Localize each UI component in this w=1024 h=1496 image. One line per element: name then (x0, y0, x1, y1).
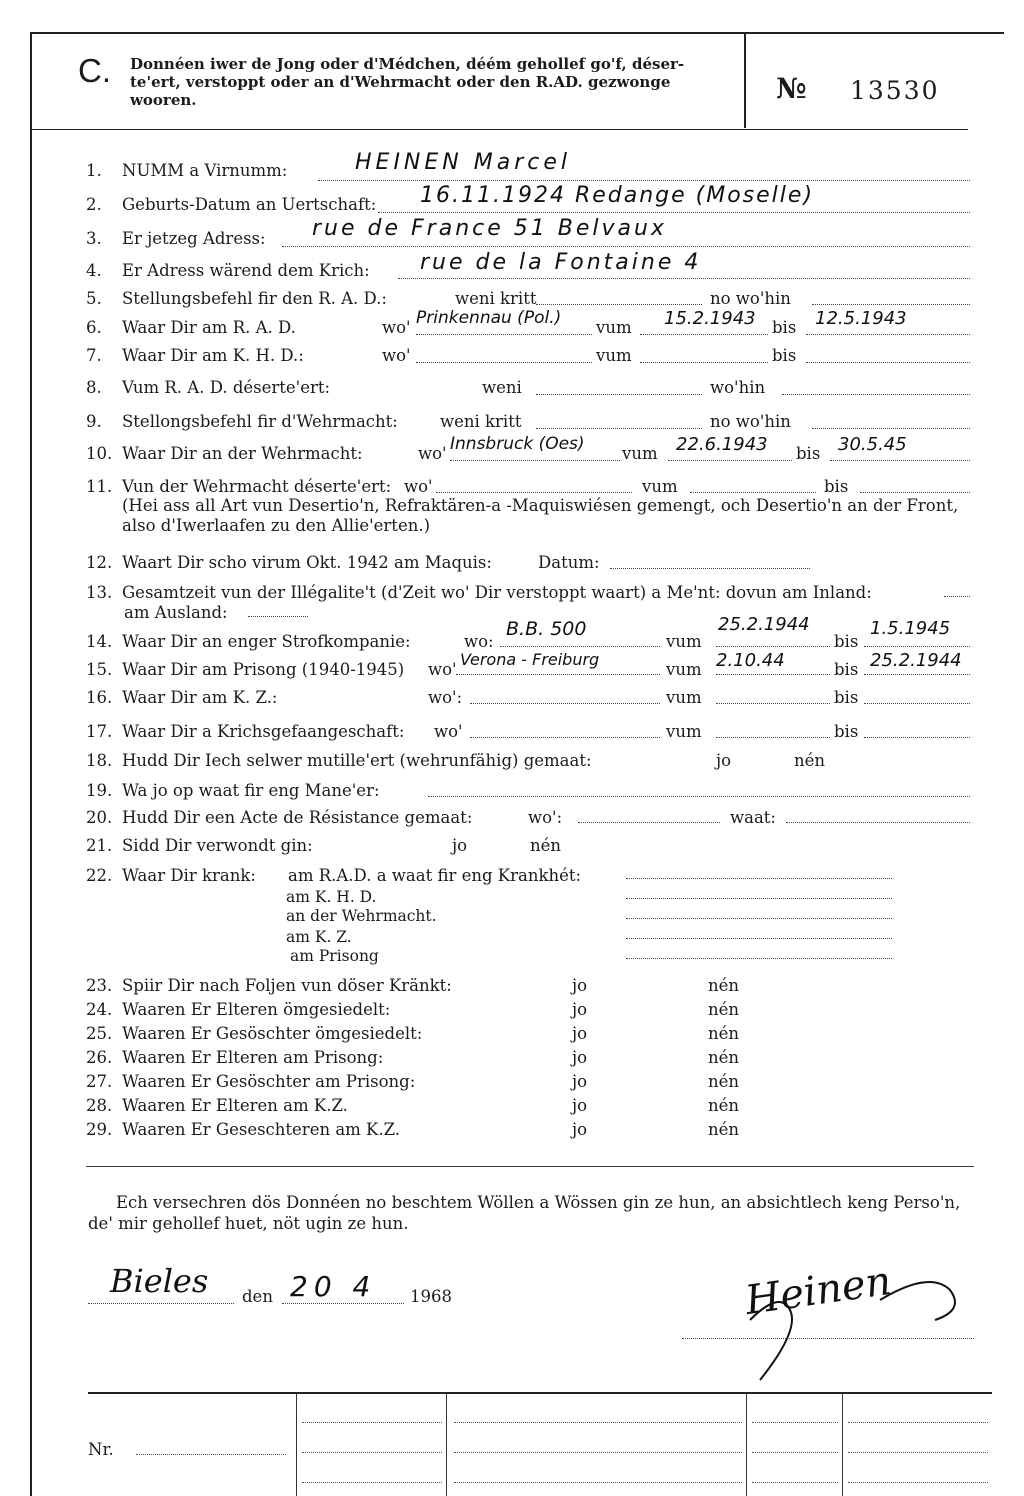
dotted-line (640, 334, 768, 335)
vum-label: vum (666, 632, 702, 651)
field-label: Er jetzeg Adress: (122, 229, 266, 248)
place-value[interactable]: Bieles (110, 1262, 209, 1300)
dotted-line (282, 246, 970, 247)
vum-label: vum (596, 346, 632, 365)
dotted-line (456, 674, 660, 675)
rad-to-value[interactable]: 12.5.1943 (815, 308, 907, 329)
jo-option[interactable]: jo (572, 1096, 588, 1115)
dotted-line (860, 492, 970, 493)
cell-dotted-line (848, 1482, 988, 1483)
wo-label: wo': (428, 688, 463, 707)
desertion-note: (Hei ass all Art vun Desertio'n, Refraktären-a -Maquiswiésen gemengt, och Desertio'n an der Front, also d'Iwerlaafen zu den Allie'erten.) (122, 496, 959, 535)
bis-label: bis (834, 632, 859, 651)
dotted-line (536, 304, 702, 305)
cell-dotted-line (752, 1422, 838, 1423)
year-label: 1968 (410, 1287, 452, 1306)
krank-prisong-label: am Prisong (290, 947, 379, 965)
field-label: Waar Dir an enger Strofkompanie: (122, 632, 411, 651)
nen-option[interactable]: nén (708, 976, 740, 995)
field-label: Geburts-Datum an Uertschaft: (122, 195, 377, 214)
footer-table-top (88, 1392, 992, 1394)
field-9 (86, 412, 398, 431)
field-3 (86, 229, 266, 248)
cell-dotted-line (302, 1422, 442, 1423)
declaration-text: Ech versechren dös Donnéen no beschtem Wöllen a Wössen gin ze hun, an absichtlech keng Perso'n, de' mir gehollef huet, nöt ugin ze hun. (88, 1193, 961, 1233)
field-number: 3. (86, 229, 102, 248)
bis-label: bis (834, 660, 859, 679)
field-number: 2. (86, 195, 102, 214)
dotted-line (428, 796, 970, 797)
field-24 (86, 1000, 390, 1019)
field-18 (86, 751, 592, 770)
jo-option[interactable]: jo (716, 751, 732, 770)
field-number: 20. (86, 808, 113, 827)
name-value[interactable]: HEINEN Marcel (355, 150, 571, 175)
rad-place-value[interactable]: Prinkennau (Pol.) (416, 308, 562, 328)
field-label: Waar Dir am K. H. D.: (122, 346, 304, 365)
field-label: Waaren Er Geseschteren am K.Z. (122, 1120, 401, 1139)
field-label: Waar Dir am R. A. D. (122, 318, 296, 337)
wo-label: wo: (464, 632, 494, 651)
field-label: Vum R. A. D. déserte'ert: (122, 378, 331, 397)
jo-option[interactable]: jo (572, 1024, 588, 1043)
dotted-line (864, 674, 970, 675)
dotted-line (782, 394, 970, 395)
krank-rad-label: am R.A.D. a waat fir eng Krankhét: (288, 866, 582, 885)
field-number: 15. (86, 660, 113, 679)
field-2 (86, 195, 376, 214)
field-22 (86, 866, 256, 885)
section-letter: C. (78, 52, 111, 89)
bis-label: bis (772, 346, 797, 365)
nen-option[interactable]: nén (794, 751, 826, 770)
dotted-line (282, 1303, 404, 1304)
field-label: Waar Dir a Krichsgefaangeschaft: (122, 722, 405, 741)
dotted-line (416, 362, 592, 363)
field-label: Gesamtzeit vun der Illégalite't (d'Zeit wo' Dir verstoppt waart) a Me'nt: dovun am Inland: (122, 583, 872, 602)
dotted-line (436, 492, 632, 493)
wo-label: wo' (434, 722, 463, 741)
wo-label: wo' (382, 346, 411, 365)
field-number: 4. (86, 261, 102, 280)
field-label: Stellungsbefehl fir den R. A. D.: (122, 289, 387, 308)
field-label: Waaren Er Gesöschter ömgesiedelt: (122, 1024, 423, 1043)
field-10 (86, 444, 363, 463)
dotted-line (812, 428, 970, 429)
field-label: Waar Dir an der Wehrmacht: (122, 444, 363, 463)
jo-option[interactable]: jo (572, 1120, 588, 1139)
dotted-line (864, 646, 970, 647)
cell-dotted-line (454, 1482, 742, 1483)
cell-dotted-line (752, 1482, 838, 1483)
field-8 (86, 378, 330, 397)
dotted-line (812, 304, 970, 305)
separator-line (86, 1166, 974, 1167)
jo-option[interactable]: jo (572, 1072, 588, 1091)
field-number: 24. (86, 1000, 113, 1019)
field-25 (86, 1024, 422, 1043)
field-label: Waart Dir scho virum Okt. 1942 am Maquis: (122, 553, 492, 572)
dotted-line (806, 362, 970, 363)
field-20 (86, 808, 472, 827)
field-number: 25. (86, 1024, 113, 1043)
field-label: Vun der Wehrmacht déserte'ert: (122, 477, 392, 496)
nen-option[interactable]: nén (530, 836, 562, 855)
current-address-value[interactable]: rue de France 51 Belvaux (312, 216, 667, 241)
field-12 (86, 553, 492, 572)
wo-label: wo' (404, 477, 433, 496)
field-label: Sidd Dir verwondt gin: (122, 836, 313, 855)
dotted-line (626, 958, 892, 959)
dotted-line (944, 596, 970, 597)
bis-label: bis (834, 688, 859, 707)
vum-label: vum (666, 688, 702, 707)
dotted-line (640, 362, 768, 363)
nr-label: Nr. (88, 1440, 114, 1459)
field-number: 29. (86, 1120, 113, 1139)
dotted-line (690, 492, 816, 493)
dotted-line (626, 878, 892, 879)
waat-label: waat: (730, 808, 776, 827)
signature-flourish (680, 1260, 980, 1390)
datum-label: Datum: (538, 553, 600, 572)
header-bottom-border (30, 129, 968, 130)
dotted-line (626, 918, 892, 919)
field-label: Stellongsbefehl fir d'Wehrmacht: (122, 412, 398, 431)
vum-label: vum (622, 444, 658, 463)
cell-dotted-line (752, 1452, 838, 1453)
field-number: 27. (86, 1072, 113, 1091)
header-divider (744, 32, 746, 128)
nen-option[interactable]: nén (708, 1024, 740, 1043)
footer-col-divider (446, 1394, 447, 1496)
jo-option[interactable]: jo (572, 976, 588, 995)
wo-label: wo': (528, 808, 563, 827)
cell-dotted-line (848, 1422, 988, 1423)
field-29 (86, 1120, 400, 1139)
field-number: 9. (86, 412, 102, 431)
strafkompanie-place-value[interactable]: B.B. 500 (506, 618, 587, 640)
dotted-line (786, 822, 970, 823)
prisong-place-value[interactable]: Verona - Freiburg (460, 650, 600, 669)
field-23 (86, 976, 452, 995)
ausland-label: am Ausland: (124, 603, 228, 622)
dotted-line (626, 898, 892, 899)
dotted-line (716, 646, 830, 647)
birth-value[interactable]: 16.11.1924 Redange (Moselle) (420, 183, 815, 208)
cell-dotted-line (454, 1452, 742, 1453)
weni-label: weni (482, 378, 522, 397)
field-number: 26. (86, 1048, 113, 1067)
field-label: Waar Dir am Prisong (1940-1945) (122, 660, 405, 679)
wo-label: wo' (418, 444, 447, 463)
field-28 (86, 1096, 348, 1115)
field-label: Waaren Er Elteren am Prisong: (122, 1048, 384, 1067)
field-16 (86, 688, 278, 707)
field-label: Hudd Dir een Acte de Résistance gemaat: (122, 808, 473, 827)
signature-text: Heinen (742, 1258, 895, 1324)
vum-label: vum (666, 722, 702, 741)
den-label: den (242, 1287, 273, 1306)
field-15 (86, 660, 404, 679)
dotted-line (668, 460, 792, 461)
field-13 (86, 583, 872, 602)
field-number: 6. (86, 318, 102, 337)
field-number: 14. (86, 632, 113, 651)
footer-col-divider (842, 1394, 843, 1496)
jo-option[interactable]: jo (572, 1000, 588, 1019)
jo-option[interactable]: jo (452, 836, 468, 855)
field-number: 1. (86, 161, 102, 180)
field-number: 13. (86, 583, 113, 602)
strafkompanie-to-value[interactable]: 1.5.1945 (870, 618, 951, 639)
dotted-line (470, 737, 660, 738)
cell-dotted-line (848, 1452, 988, 1453)
cell-dotted-line (302, 1482, 442, 1483)
field-19 (86, 781, 380, 800)
cell-dotted-line (302, 1452, 442, 1453)
dotted-line (830, 460, 970, 461)
field-number: 8. (86, 378, 102, 397)
field-26 (86, 1048, 383, 1067)
field-6 (86, 318, 296, 337)
krank-kz-label: am K. Z. (286, 928, 352, 946)
jo-option[interactable]: jo (572, 1048, 588, 1067)
field-label: Er Adress wärend dem Krich: (122, 261, 370, 280)
field-label: Hudd Dir Iech selwer mutille'ert (wehrunfähig) gemaat: (122, 751, 592, 770)
wehrmacht-to-value[interactable]: 30.5.45 (838, 434, 907, 455)
field-number: 23. (86, 976, 113, 995)
krank-wehrmacht-label: an der Wehrmacht. (286, 907, 437, 925)
form-number: 13530 (850, 76, 940, 105)
field-7 (86, 346, 304, 365)
dotted-line (378, 212, 970, 213)
wartime-address-value[interactable]: rue de la Fontaine 4 (420, 250, 702, 275)
wohin-label: wo'hin (710, 378, 766, 397)
prisong-from-value[interactable]: 2.10.44 (716, 650, 785, 671)
field-1 (86, 161, 287, 180)
dotted-line (398, 278, 970, 279)
dotted-line (416, 334, 592, 335)
dotted-line (536, 428, 702, 429)
wehrmacht-place-value[interactable]: Innsbruck (Oes) (450, 434, 585, 454)
field-number: 18. (86, 751, 113, 770)
dotted-line (470, 703, 660, 704)
wehrmacht-from-value[interactable]: 22.6.1943 (676, 434, 768, 455)
field-label: Waaren Er Elteren am K.Z. (122, 1096, 348, 1115)
bis-label: bis (834, 722, 859, 741)
field-11 (86, 477, 391, 496)
field-label: NUMM a Virnumm: (122, 161, 288, 180)
field-number: 11. (86, 477, 113, 496)
dotted-line (626, 938, 892, 939)
field-label: Waar Dir am K. Z.: (122, 688, 278, 707)
signature-line (682, 1338, 974, 1339)
field-21 (86, 836, 313, 855)
field-label: Spiir Dir nach Foljen vun döser Kränkt: (122, 976, 452, 995)
wohin-label: no wo'hin (710, 289, 791, 308)
frame-top-border (30, 32, 1004, 34)
section-title: Donnéen iwer de Jong oder d'Médchen, déém gehollef go'f, déser-te'ert, verstoppt oder an d'Wehrmacht oder den R.AD. gezwonge wooren. (130, 55, 685, 109)
rad-from-value[interactable]: 15.2.1943 (664, 308, 756, 329)
field-label: Wa jo op waat fir eng Mane'er: (122, 781, 380, 800)
dotted-line (578, 822, 720, 823)
dotted-line (536, 394, 702, 395)
field-number: 28. (86, 1096, 113, 1115)
date-value[interactable]: 20 4 (290, 1270, 377, 1303)
field-label: Waaren Er Elteren ömgesiedelt: (122, 1000, 391, 1019)
field-number: 22. (86, 866, 113, 885)
bis-label: bis (772, 318, 797, 337)
dotted-line (806, 334, 970, 335)
field-27 (86, 1072, 415, 1091)
vum-label: vum (642, 477, 678, 496)
vum-label: vum (666, 660, 702, 679)
field-number: 21. (86, 836, 113, 855)
field-number: 12. (86, 553, 113, 572)
dotted-line (610, 568, 810, 569)
bis-label: bis (796, 444, 821, 463)
nen-option[interactable]: nén (708, 1096, 740, 1115)
weni-label: weni kritt (440, 412, 522, 431)
field-4 (86, 261, 370, 280)
field-label: Waar Dir krank: (122, 866, 256, 885)
field-14 (86, 632, 411, 651)
nen-option[interactable]: nén (708, 1000, 740, 1019)
field-number: 17. (86, 722, 113, 741)
vum-label: vum (596, 318, 632, 337)
nen-option[interactable]: nén (708, 1120, 740, 1139)
cell-dotted-line (454, 1422, 742, 1423)
dotted-line (318, 180, 970, 181)
field-number: 10. (86, 444, 113, 463)
field-5 (86, 289, 387, 308)
bis-label: bis (824, 477, 849, 496)
frame-left-border (30, 32, 32, 1496)
dotted-line (864, 703, 970, 704)
field-number: 5. (86, 289, 102, 308)
wo-label: wo' (428, 660, 457, 679)
wohin-label: no wo'hin (710, 412, 791, 431)
dotted-line (88, 1303, 234, 1304)
field-number: 16. (86, 688, 113, 707)
prisong-to-value[interactable]: 25.2.1944 (870, 650, 962, 671)
footer-col-divider (746, 1394, 747, 1496)
krank-khd-label: am K. H. D. (286, 888, 377, 906)
dotted-line (248, 616, 308, 617)
dotted-line (500, 646, 660, 647)
field-number: 7. (86, 346, 102, 365)
field-number: 19. (86, 781, 113, 800)
dotted-line (864, 737, 970, 738)
dotted-line (716, 737, 830, 738)
strafkompanie-from-value[interactable]: 25.2.1944 (718, 614, 810, 635)
footer-col-divider (296, 1394, 297, 1496)
wo-label: wo' (382, 318, 411, 337)
nen-option[interactable]: nén (708, 1072, 740, 1091)
dotted-line (450, 460, 620, 461)
nen-option[interactable]: nén (708, 1048, 740, 1067)
nr-dotted-line (136, 1454, 286, 1455)
dotted-line (716, 703, 830, 704)
dotted-line (716, 674, 830, 675)
field-17 (86, 722, 404, 741)
field-label: Waaren Er Gesöschter am Prisong: (122, 1072, 416, 1091)
numero-label: № (776, 72, 807, 105)
weni-label: weni kritt (455, 289, 537, 308)
